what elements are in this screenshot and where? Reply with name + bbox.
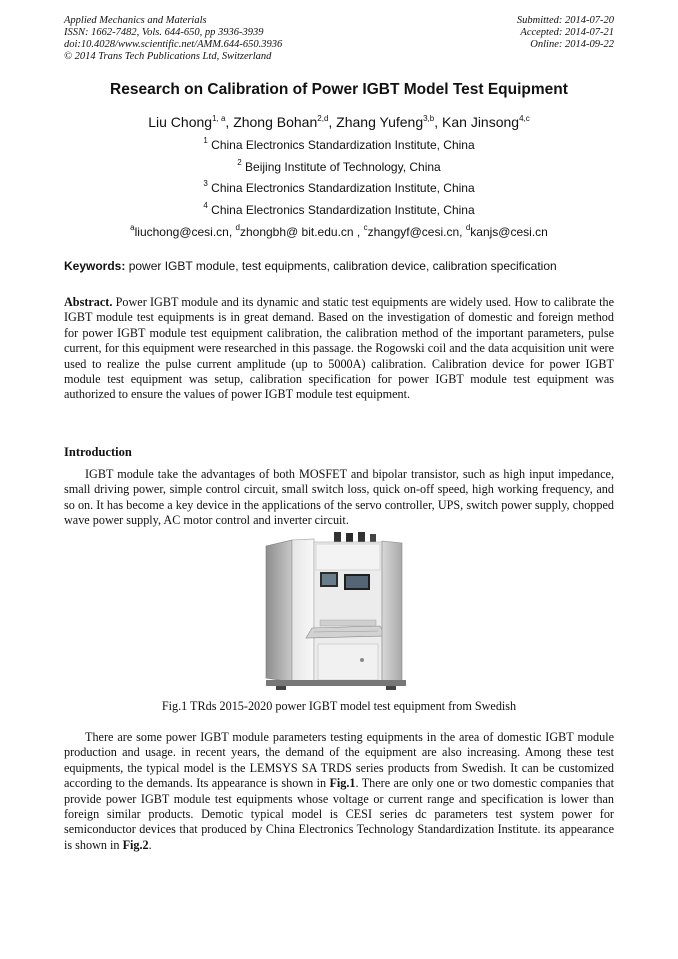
affiliation-text: China Electronics Standardization Institute, China xyxy=(211,181,475,195)
keywords xyxy=(64,259,624,273)
abstract-label: Abstract. xyxy=(64,295,113,309)
online-date: Online: 2014-09-22 xyxy=(530,39,614,50)
affiliation-sup: 3 xyxy=(203,179,208,188)
affiliation-sup: 2 xyxy=(237,158,242,167)
author-name: Liu Chong xyxy=(148,114,213,130)
affiliation-text: China Electronics Standardization Institute, China xyxy=(211,203,475,217)
email-link[interactable]: zhangyf@cesi.cn, xyxy=(367,225,466,239)
intro-paragraph: IGBT module take the advantages of both MOSFET and bipolar transistor, such as high input impedance, small driving power, simple control circuit, small switch loss, quick on-off speed, high working frequency, and so on. It has become a key device in the applications of the servo controller, UPS, switch power supply, chopped wave power supply, AC motor control and inverter circuit. xyxy=(64,467,614,528)
figure-caption: Fig.1 TRds 2015-2020 power IGBT model test equipment from Swedish xyxy=(161,699,517,713)
body-paragraph xyxy=(64,730,614,853)
keywords-label: Keywords: xyxy=(64,259,126,273)
body-text: . There are only one or two domestic companies that provide power IGBT module test equipments whose voltage or current range and specification is lower than foreign similar products. Demotic typical model is CESI series dc parameters test system power for semiconductor devices that produced by China Electronics Technology Standardization Institute. its appearance is shown in xyxy=(64,776,614,852)
affiliation xyxy=(0,160,678,174)
affiliation-text: China Electronics Standardization Institute, China xyxy=(211,138,475,152)
email-sup: a xyxy=(130,223,135,232)
email-sup: d xyxy=(235,223,240,232)
section-heading-introduction: Introduction xyxy=(64,445,132,459)
email-list xyxy=(0,225,678,239)
email-link[interactable]: liuchong@cesi.cn, xyxy=(134,225,236,239)
email-link[interactable]: kanjs@cesi.cn xyxy=(470,225,548,239)
author-sup: 1, a xyxy=(212,114,226,123)
email-sup: c xyxy=(363,223,368,232)
dates-header xyxy=(517,15,614,51)
journal-name: Applied Mechanics and Materials xyxy=(64,15,207,26)
accepted-date: Accepted: 2014-07-21 xyxy=(520,27,614,38)
author-name: Zhang Yufeng xyxy=(336,114,424,130)
abstract xyxy=(64,295,614,403)
email-link[interactable]: zhongbh@ bit.edu.cn , xyxy=(239,225,364,239)
figure-ref[interactable]: Fig.2 xyxy=(122,837,149,852)
abstract-text: Power IGBT module and its dynamic and static test equipments are widely used. How to calibrate the IGBT module test equipments is in great demand. Based on the investigation of domestic and foreign method for power IGBT module test equipment calibration, the calibration method of the important parameters, pulse current, for this equipment were researched in this passage. the Rogowski coil and the data acquisition unit were used to realize the pulse current amplitude (up to 5000A) calibration. Calibration device for power IGBT module test equipment was setup, calibration specification for power IGBT module test equipment was authorized to ensure the values of power IGBT module test equipment. xyxy=(64,295,614,402)
paper-title: Research on Calibration of Power IGBT Model Test Equipment xyxy=(110,81,568,98)
author-name: Kan Jinsong xyxy=(442,114,520,130)
author-sup: 3,b xyxy=(423,114,435,123)
figure-ref[interactable]: Fig.1 xyxy=(329,776,356,791)
affiliation-sup: 1 xyxy=(203,136,208,145)
issn-line: ISSN: 1662-7482, Vols. 644-650, pp 3936-3939 xyxy=(64,27,264,38)
body-text: There are some power IGBT module parameters testing equipments in the area of domestic IGBT module production and usage. in recent years, the demand of the equipment are also increasing. Among these test equipments, the typical model is the LEMSYS SA TRDS series products from Swedish. It can be customized according to the demands. Its appearance is shown in xyxy=(64,730,614,791)
equipment-photo xyxy=(262,532,416,692)
affiliation xyxy=(0,138,678,152)
submitted-date: Submitted: 2014-07-20 xyxy=(516,15,614,26)
email-sup: d xyxy=(465,223,471,232)
author-name: Zhong Bohan xyxy=(233,114,318,130)
author-sup: 4,c xyxy=(519,114,530,123)
journal-header xyxy=(64,15,282,63)
doi-line: doi:10.4028/www.scientific.net/AMM.644-650.3936 xyxy=(64,39,283,50)
body-text: . xyxy=(148,837,152,852)
affiliation xyxy=(0,181,678,195)
affiliation-sup: 4 xyxy=(203,201,208,210)
affiliation-text: Beijing Institute of Technology, China xyxy=(245,160,441,174)
copyright-line: © 2014 Trans Tech Publications Ltd, Switzerland xyxy=(64,51,272,62)
author-sup: 2,d xyxy=(317,114,329,123)
affiliation xyxy=(0,203,678,217)
author-list: Liu Chong$^{1, a}$, Zhong Bohan$^{2,d}$, Zhang Yufeng$^{3,b}$, Kan Jinsong$^{4,c}$ xyxy=(148,114,530,130)
keywords-text: power IGBT module, test equipments, calibration device, calibration specification xyxy=(125,259,557,273)
